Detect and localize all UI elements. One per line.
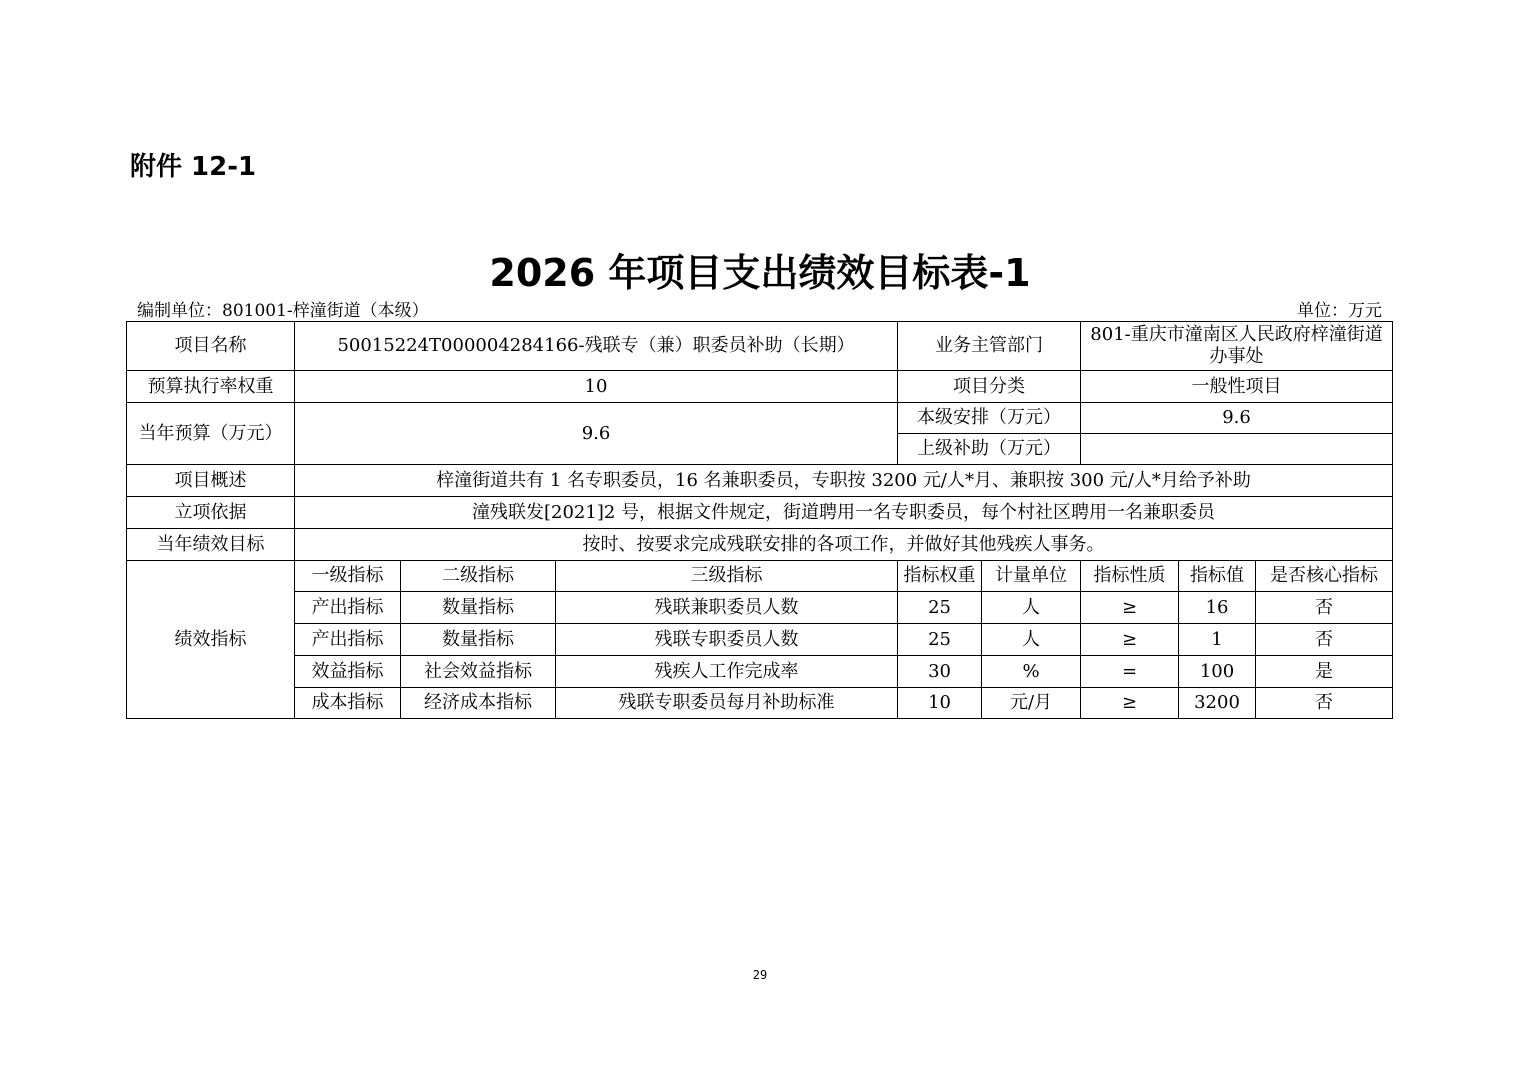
header-level2: 二级指标: [401, 561, 556, 592]
cell-weight: 25: [898, 592, 982, 624]
table-row: [127, 592, 1393, 624]
header-level3: 三级指标: [556, 561, 898, 592]
header-unit: 计量单位: [982, 561, 1081, 592]
cell-core: 否: [1256, 688, 1393, 719]
cell-unit: 人: [982, 624, 1081, 656]
label-annual-goal: 当年绩效目标: [127, 529, 295, 561]
label-local-arrangement: 本级安排（万元）: [898, 403, 1081, 434]
cell-value: 1: [1179, 624, 1256, 656]
header-level1: 一级指标: [295, 561, 401, 592]
cell-level2: 经济成本指标: [401, 688, 556, 719]
cell-level1: 产出指标: [295, 624, 401, 656]
page-title: 2026 年项目支出绩效目标表-1: [489, 251, 1031, 295]
money-unit: 单位：万元: [1297, 301, 1382, 321]
label-basis: 立项依据: [127, 497, 295, 529]
cell-value: 16: [1179, 592, 1256, 624]
label-superior-subsidy: 上级补助（万元）: [898, 434, 1081, 465]
value-current-budget: 9.6: [295, 403, 898, 465]
cell-value: 100: [1179, 656, 1256, 688]
cell-level2: 数量指标: [401, 592, 556, 624]
cell-level1: 成本指标: [295, 688, 401, 719]
cell-weight: 30: [898, 656, 982, 688]
cell-nature: ≥: [1081, 688, 1179, 719]
row-current-budget: [127, 403, 1393, 434]
cell-unit: 元/月: [982, 688, 1081, 719]
cell-unit: 人: [982, 592, 1081, 624]
cell-weight: 10: [898, 688, 982, 719]
label-performance-indicators: 绩效指标: [127, 561, 295, 719]
value-supervisor-dept: 801-重庆市潼南区人民政府梓潼街道办事处: [1081, 322, 1393, 371]
cell-level3: 残疾人工作完成率: [556, 656, 898, 688]
value-basis: 潼残联发[2021]2 号，根据文件规定，街道聘用一名专职委员，每个村社区聘用一名兼职委员: [295, 497, 1393, 529]
table-row: [127, 624, 1393, 656]
cell-level2: 数量指标: [401, 624, 556, 656]
value-project-category: 一般性项目: [1081, 371, 1393, 403]
row-indicator-header: [127, 561, 1393, 592]
cell-core: 否: [1256, 592, 1393, 624]
header-nature: 指标性质: [1081, 561, 1179, 592]
cell-unit: %: [982, 656, 1081, 688]
cell-level2: 社会效益指标: [401, 656, 556, 688]
label-project-name: 项目名称: [127, 322, 295, 371]
label-exec-rate-weight: 预算执行率权重: [127, 371, 295, 403]
value-exec-rate-weight: 10: [295, 371, 898, 403]
cell-level3: 残联兼职委员人数: [556, 592, 898, 624]
header-core: 是否核心指标: [1256, 561, 1393, 592]
label-supervisor-dept: 业务主管部门: [898, 322, 1081, 371]
cell-nature: =: [1081, 656, 1179, 688]
value-project-name: 50015224T000004284166-残联专（兼）职委员补助（长期）: [295, 322, 898, 371]
header-value: 指标值: [1179, 561, 1256, 592]
label-project-category: 项目分类: [898, 371, 1081, 403]
cell-weight: 25: [898, 624, 982, 656]
cell-nature: ≥: [1081, 592, 1179, 624]
cell-level1: 产出指标: [295, 592, 401, 624]
value-superior-subsidy: [1081, 434, 1393, 465]
annex-label: 附件 12-1: [130, 152, 257, 182]
cell-nature: ≥: [1081, 624, 1179, 656]
page-number: 29: [752, 968, 768, 982]
header-weight: 指标权重: [898, 561, 982, 592]
label-overview: 项目概述: [127, 465, 295, 497]
cell-core: 是: [1256, 656, 1393, 688]
row-overview: [127, 465, 1393, 497]
cell-level3: 残联专职委员每月补助标准: [556, 688, 898, 719]
row-basis: [127, 497, 1393, 529]
row-annual-goal: [127, 529, 1393, 561]
cell-value: 3200: [1179, 688, 1256, 719]
value-annual-goal: 按时、按要求完成残联安排的各项工作，并做好其他残疾人事务。: [295, 529, 1393, 561]
cell-level3: 残联专职委员人数: [556, 624, 898, 656]
cell-core: 否: [1256, 624, 1393, 656]
table-row: [127, 656, 1393, 688]
value-local-arrangement: 9.6: [1081, 403, 1393, 434]
value-overview: 梓潼街道共有 1 名专职委员，16 名兼职委员，专职按 3200 元/人*月、兼职按 300 元/人*月给予补助: [295, 465, 1393, 497]
performance-target-table: [126, 321, 1393, 719]
table-row: [127, 688, 1393, 719]
compile-unit: 编制单位：801001-梓潼街道（本级）: [137, 301, 429, 321]
row-project-name: [127, 322, 1393, 371]
label-current-budget: 当年预算（万元）: [127, 403, 295, 465]
cell-level1: 效益指标: [295, 656, 401, 688]
row-exec-rate: [127, 371, 1393, 403]
